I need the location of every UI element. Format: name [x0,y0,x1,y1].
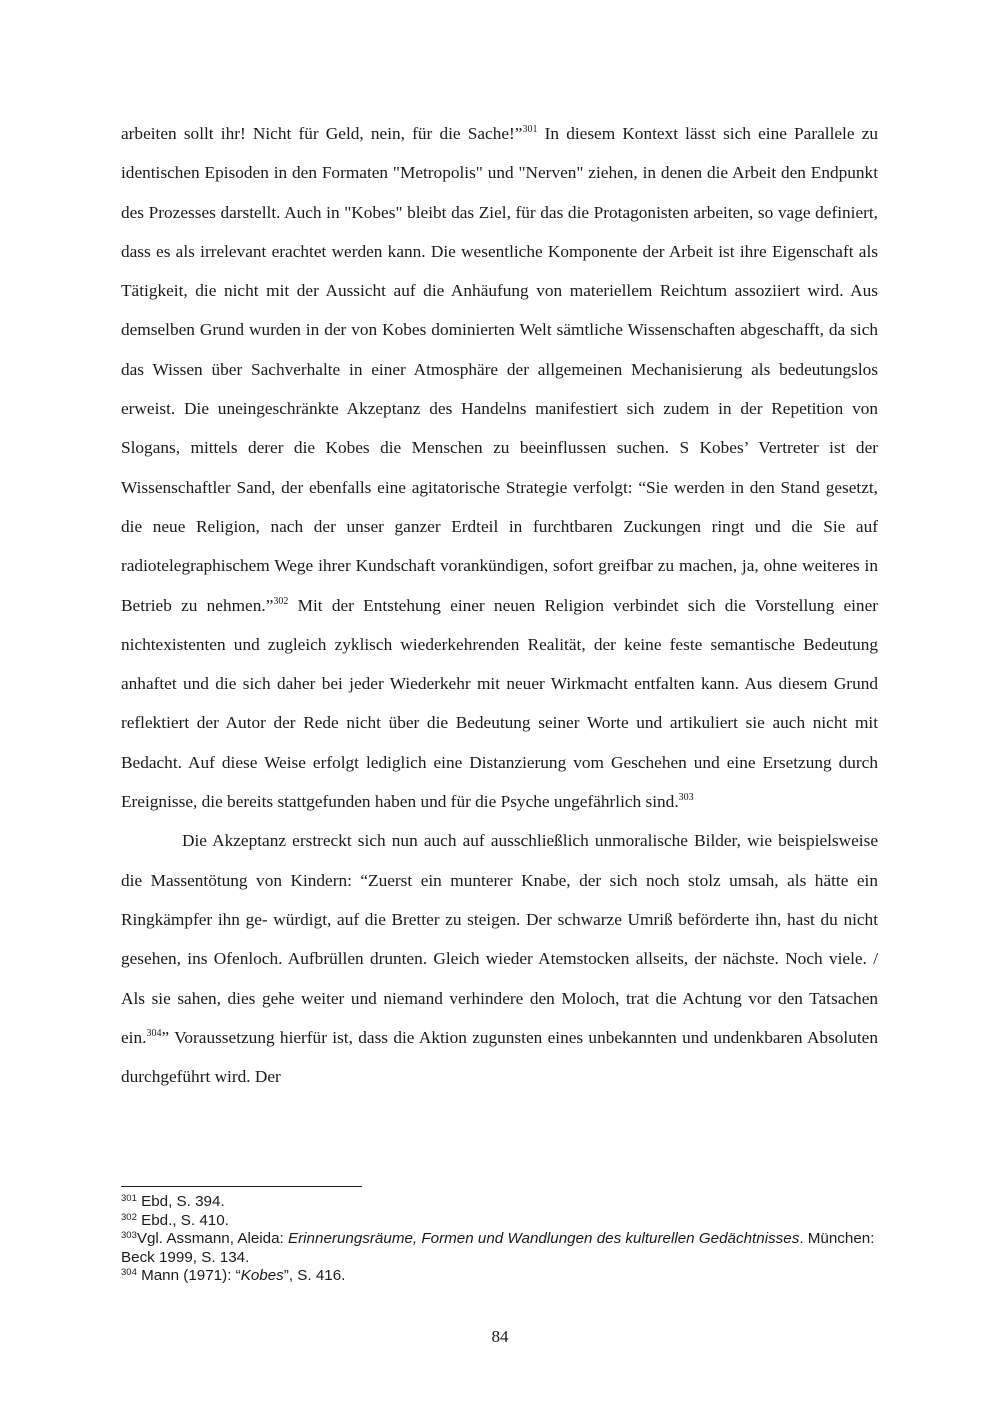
footnote-text: Ebd, S. 394. [136,1193,225,1210]
text-segment: Mit der Entstehung einer neuen Religion verbindet sich die Vorstellung einer nichtexistenten und zugleich zyklisch wiederkehrenden Realität, der keine feste semantische Bedeutung anhaftet und die sich daher bei jeder Wiederkehr mit neuer Wirkmacht entfalten kann. Aus diesem Grund reflektiert der Autor der Rede nicht über die Bedeutung seiner Worte und artikuliert sie auch nicht mit Bedacht. Auf diese Weise erfolgt lediglich eine Distanzierung vom Geschehen und eine Ersetzung durch Ereignisse, die bereits stattgefunden haben und für die Psyche ungefährlich sind. [121,595,878,812]
paragraph [121,114,878,821]
footnote-number: 304 [121,1267,137,1279]
footnote-number: 303 [121,1230,137,1242]
footnote-marker: 301 [522,124,538,135]
text-segment: ” Voraussetzung hierfür ist, dass die Aktion zugunsten eines unbekannten und undenkbaren Absoluten durchgeführt wird. Der [121,1027,878,1087]
footnote-marker: 303 [678,792,694,804]
footnote-302 [121,1212,881,1231]
page-body [121,114,878,1096]
footnote-text: . München: Beck 1999, S. 134. [121,1230,875,1266]
footnote-304 [121,1267,881,1286]
paragraph [121,821,878,1096]
footnote-301 [121,1193,881,1212]
footnote-title: Erinnerungsräume, Formen und Wandlungen des kulturellen Gedächtnisses [287,1230,800,1248]
footnote-303 [121,1230,881,1267]
page-number: 84 [491,1327,509,1346]
text-segment: arbeiten sollt ihr! Nicht für Geld, nein, für die Sache!” [121,124,523,143]
footnote-number: 301 [121,1193,137,1204]
footnote-number: 302 [121,1211,137,1223]
footnote-title: Kobes [240,1267,284,1285]
footnote-marker: 304 [146,1027,162,1039]
footnote-text: Ebd., S. 410. [136,1211,229,1229]
footnote-text: ”, S. 416. [283,1267,346,1285]
text-segment: Die Akzeptanz erstreckt sich nun auch auf ausschließlich unmoralische Bilder, wie beispielsweise die Massentötung von Kindern: “Zuerst ein munterer Knabe, der sich noch stolz umsah, als hätte ein Ringkämpfer ihn ge- würdigt, auf die Bretter zu steigen. Der schwarze Umriß beförderte ihn, hast du nicht gesehen, ins Ofenloch. Aufbrüllen drunten. Gleich wieder Atemstocken allseits, der nächste. Noch viele. / Als sie sahen, dies gehe weiter und niemand verhindere den Moloch, trat die Achtung vor den Tatsachen ein. [121,831,878,1047]
footnote-text: Mann (1971): “ [136,1267,241,1285]
footnote-text: Vgl. Assmann, Aleida: [136,1230,288,1248]
footnotes [121,1193,881,1286]
footnote-marker: 302 [273,595,289,607]
text-segment: In diesem Kontext lässt sich eine Parallele zu identischen Episoden in den Formaten "Metropolis" und "Nerven" ziehen, in denen die Arbeit den Endpunkt des Prozesses darstellt. Auch in "Kobes" bleibt das Ziel, für das die Protagonisten arbeiten, so vage definiert, dass es als irrelevant erachtet werden kann. Die wesentliche Komponente der Arbeit ist ihre Eigenschaft als Tätigkeit, die nicht mit der Aussicht auf die Anhäufung von materiellem Reichtum assoziiert wird. Aus demselben Grund wurden in der von Kobes dominierten Welt sämtliche Wissenschaften abgeschafft, da sich das Wissen über Sachverhalte in einer Atmosphäre der allgemeinen Mechanisierung als bedeutungslos erweist. Die uneingeschränkte Akzeptanz des Handelns manifestiert sich zudem in der Repetition von Slogans, mittels derer die Kobes die Menschen zu beeinflussen suchen. S Kobes’ Vertreter ist der Wissenschaftler Sand, der ebenfalls eine agitatorische Strategie verfolgt: “Sie werden in den Stand gesetzt, die neue Religion, nach der unser ganzer Erdteil in furchtbaren Zuckungen ringt und die Sie auf radiotelegraphischem Wege ihrer Kundschaft vorankündigen, sofort greifbar zu machen, ja, ohne weiteres in Betrieb zu nehmen.” [121,124,878,615]
main-text [121,114,878,1096]
footnote-separator [121,1186,362,1187]
